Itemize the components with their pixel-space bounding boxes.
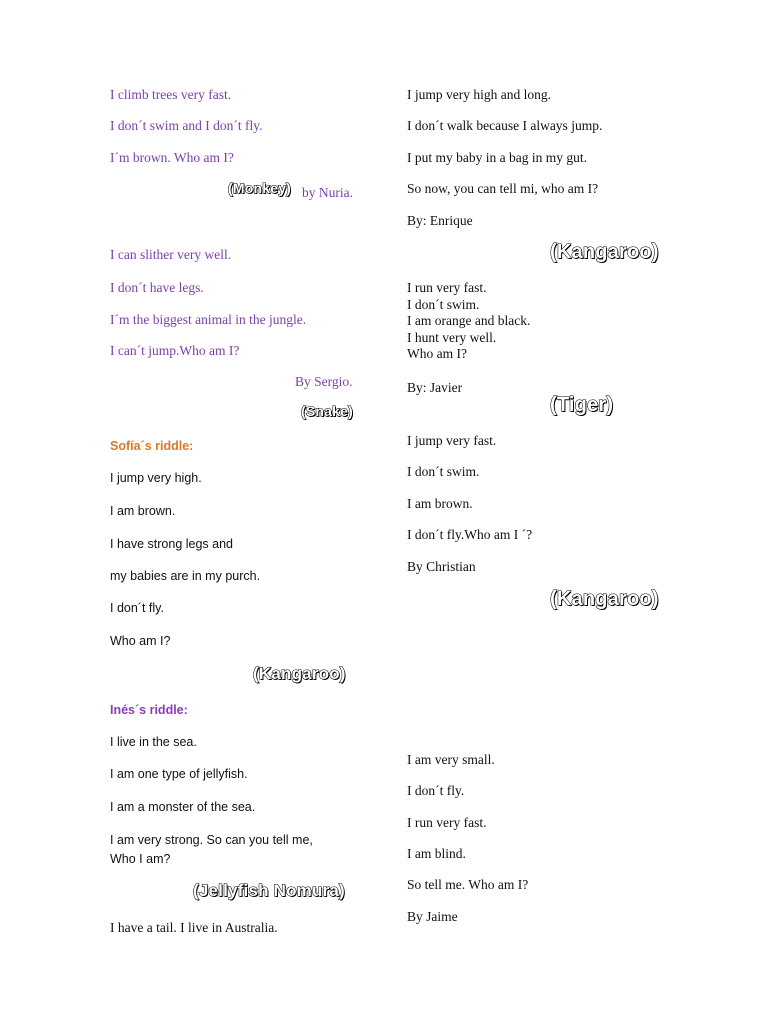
riddle-line: I am very strong. So can you tell me, [110,833,313,847]
riddle-line: I´m brown. Who am I? [110,150,234,165]
riddle-line: I´m the biggest animal in the jungle. [110,312,307,327]
riddle-line: I hunt very well. [407,330,497,345]
answer-kangaroo: (Kangaroo) [253,664,346,683]
answer-kangaroo: (Kangaroo) [550,241,659,263]
riddle-line: I am one type of jellyfish. [110,767,248,781]
riddle-line: I run very fast. [407,280,487,295]
riddle-line: I jump very high and long. [407,87,551,102]
byline-jaime: By Jaime [407,909,458,924]
riddle-line: I don´t swim and I don´t fly. [110,118,263,133]
riddle-line: Who am I? [110,634,171,648]
answer-monkey: (Monkey) [228,180,292,196]
byline-christian: By Christian [407,559,476,574]
byline-enrique: By: Enrique [407,213,473,228]
riddle-line: I climb trees very fast. [110,87,232,102]
answer-tiger: (Tiger) [550,394,614,416]
riddle-line: I don´t fly. [110,601,164,615]
answer-snake: (Snake) [301,403,353,419]
riddle-line: Who am I? [407,346,467,361]
riddle-line: I am blind. [407,846,466,861]
riddle-line: I don´t swim. [407,464,480,479]
riddle-line: I am a monster of the sea. [110,800,256,814]
riddle-line: I don´t swim. [407,297,480,312]
riddle-line: I am orange and black. [407,313,531,328]
riddle-line: I don´t fly.Who am I ´? [407,527,533,542]
riddle-line: I don´t fly. [407,783,465,798]
riddle-line: I am brown. [110,504,176,518]
riddle-line: I don´t have legs. [110,280,204,295]
riddle-line: I am brown. [407,496,473,511]
riddle-line: I don´t walk because I always jump. [407,118,603,133]
riddle-line: my babies are in my purch. [110,569,261,583]
answer-kangaroo: (Kangaroo) [550,588,659,610]
riddle-line: I jump very fast. [407,433,497,448]
riddle-line: I jump very high. [110,471,202,485]
byline-nuria: by Nuria. [302,185,353,200]
heading-sofia: Sofía´s riddle: [110,439,194,453]
riddle-line: I have a tail. I live in Australia. [110,920,278,935]
riddle-line: I can slither very well. [110,247,232,262]
riddle-line: I have strong legs and [110,537,233,551]
riddle-line: I put my baby in a bag in my gut. [407,150,587,165]
riddle-line: So tell me. Who am I? [407,877,529,892]
riddle-line: I run very fast. [407,815,487,830]
heading-ines: Inés´s riddle: [110,703,188,717]
byline-javier: By: Javier [407,380,463,395]
riddle-line: I live in the sea. [110,735,197,749]
riddle-line: Who I am? [110,852,171,866]
answer-jellyfish: (Jellyfish Nomura) [193,881,345,900]
riddle-line: I am very small. [407,752,495,767]
riddle-line: I can´t jump.Who am I? [110,343,240,358]
byline-sergio: By Sergio. [295,374,353,389]
riddle-line: So now, you can tell mi, who am I? [407,181,599,196]
